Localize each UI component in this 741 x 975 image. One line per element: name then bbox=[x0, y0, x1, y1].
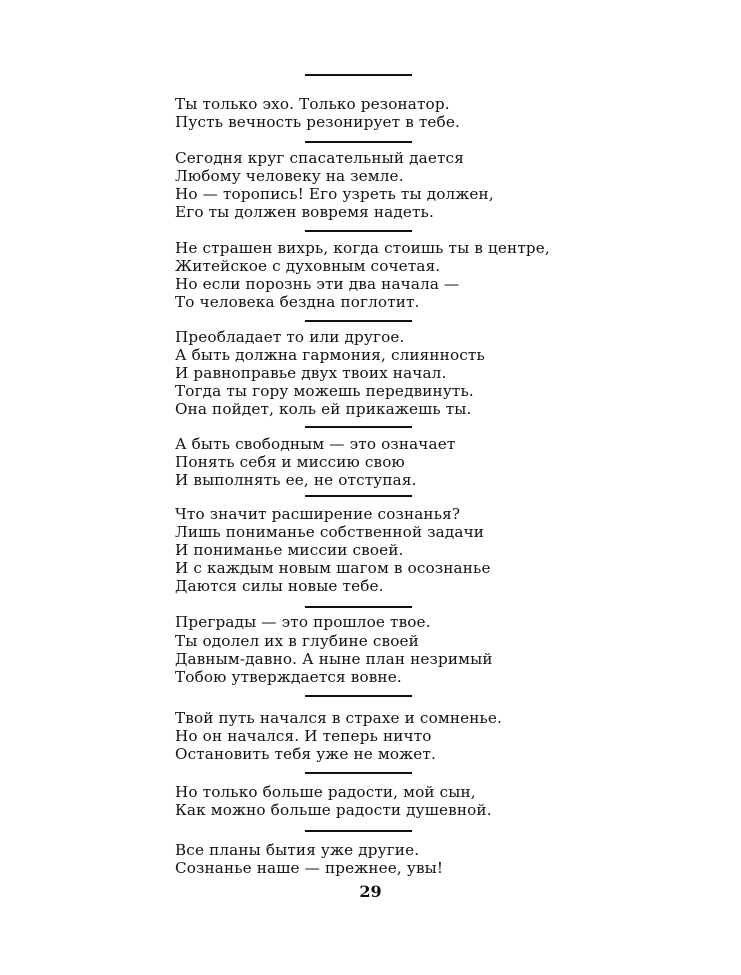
verse-line: Но если порознь эти два начала — bbox=[175, 275, 460, 293]
verse-line: И равноправье двух твоих начал. bbox=[175, 364, 447, 382]
stanza-separator bbox=[305, 772, 412, 774]
verse-line: Сознанье наше — прежнее, увы! bbox=[175, 859, 444, 877]
verse-line: Лишь пониманье собственной задачи bbox=[175, 523, 485, 541]
verse-line: То человека бездна поглотит. bbox=[175, 293, 420, 311]
verse-line: Понять себя и миссию свою bbox=[175, 453, 405, 471]
stanza-separator bbox=[305, 830, 412, 832]
verse-line: Сегодня круг спасательный дается bbox=[175, 149, 464, 167]
verse-line: А быть должна гармония, слиянность bbox=[175, 346, 485, 364]
verse-line: Что значит расширение сознанья? bbox=[175, 505, 461, 523]
verse-line: И с каждым новым шагом в осознанье bbox=[175, 559, 491, 577]
verse-line: Но только больше радости, мой сын, bbox=[175, 783, 476, 801]
verse-line: Житейское с духовным сочетая. bbox=[175, 257, 441, 275]
verse-line: Преграды — это прошлое твое. bbox=[175, 613, 431, 631]
stanza-separator bbox=[305, 141, 412, 143]
verse-line: Тогда ты гору можешь передвинуть. bbox=[175, 382, 474, 400]
verse-line: Остановить тебя уже не может. bbox=[175, 745, 436, 763]
page-number: 29 bbox=[359, 882, 382, 901]
verse-line: Ты одолел их в глубине своей bbox=[175, 632, 419, 650]
verse-line: А быть свободным — это означает bbox=[175, 435, 456, 453]
stanza-separator bbox=[305, 695, 412, 697]
verse-line: Она пойдет, коль ей прикажешь ты. bbox=[175, 400, 472, 418]
verse-line: И пониманье миссии своей. bbox=[175, 541, 404, 559]
verse-line: Как можно больше радости душевной. bbox=[175, 801, 492, 819]
verse-line: Его ты должен вовремя надеть. bbox=[175, 203, 434, 221]
verse-line: Но он начался. И теперь ничто bbox=[175, 727, 432, 745]
verse-line: Твой путь начался в страхе и сомненье. bbox=[175, 709, 503, 727]
stanza-separator bbox=[305, 74, 412, 76]
stanza-separator bbox=[305, 230, 412, 232]
verse-line: Все планы бытия уже другие. bbox=[175, 841, 420, 859]
verse-line: Даются силы новые тебе. bbox=[175, 577, 384, 595]
verse-line: И выполнять ее, не отступая. bbox=[175, 471, 417, 489]
verse-line: Ты только эхо. Только резонатор. bbox=[175, 95, 450, 113]
verse-line: Преобладает то или другое. bbox=[175, 328, 405, 346]
verse-line: Но — торопись! Его узреть ты должен, bbox=[175, 185, 494, 203]
verse-line: Пусть вечность резонирует в тебе. bbox=[175, 113, 460, 131]
verse-line: Не страшен вихрь, когда стоишь ты в центре, bbox=[175, 239, 550, 257]
stanza-separator bbox=[305, 495, 412, 497]
verse-line: Давным-давно. А ныне план незримый bbox=[175, 650, 493, 668]
stanza-separator bbox=[305, 320, 412, 322]
stanza-separator bbox=[305, 606, 412, 608]
verse-line: Тобою утверждается вовне. bbox=[175, 668, 402, 686]
verse-line: Любому человеку на земле. bbox=[175, 167, 404, 185]
stanza-separator bbox=[305, 426, 412, 428]
